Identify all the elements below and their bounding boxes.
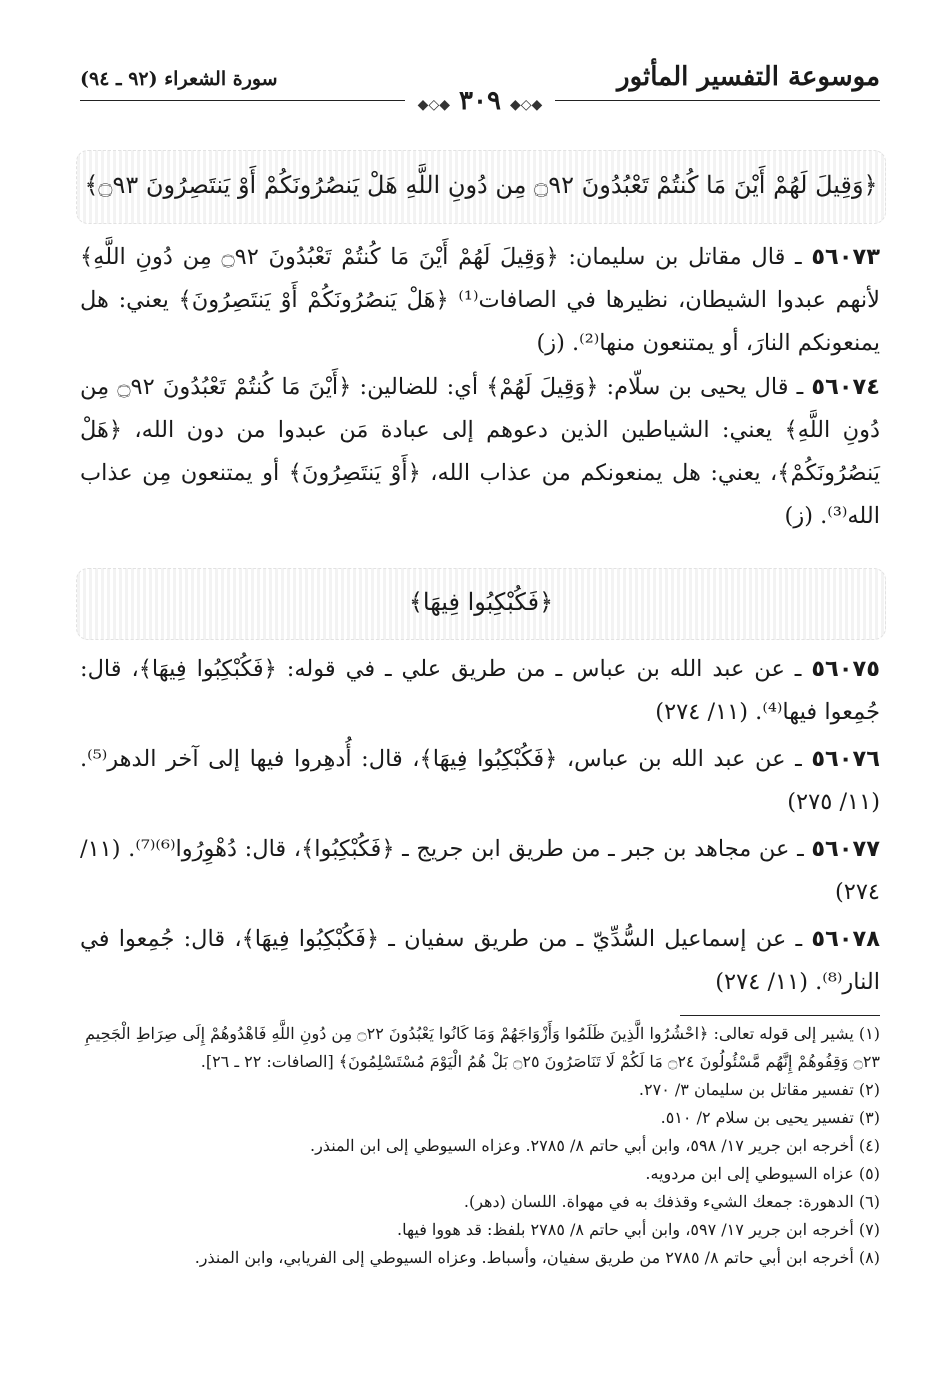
entry-56073 — [80, 236, 880, 366]
ayah-text: ﴿وَقِيلَ لَهُمْ أَيْنَ مَا كُنتُمْ تَعْبُدُونَ ۝٩٢ مِن دُونِ اللَّهِ هَلْ يَنصُرُونَكُمْ أَوْ يَنتَصِرُونَ ۝٩٣﴾ — [84, 171, 878, 199]
footnote: (٤) أخرجه ابن جرير ١٧/ ٥٩٨، وابن أبي حاتم ٨/ ٢٧٨٥. وعزاه السيوطي إلى ابن المنذر. — [309, 1136, 880, 1155]
entry-text: ـ عن مجاهد بن جبر ـ من طريق ابن جريج ـ ﴿فَكُبْكِبُوا﴾، قال: دُهْوِرُوا⁽⁶⁾⁽⁷⁾. (١١/ ٢٧٤) — [80, 836, 880, 905]
surah-reference: سورة الشعراء (٩٢ ـ ٩٤) — [80, 68, 278, 90]
footnotes — [80, 1020, 880, 1272]
footnote: (٦) الدهورة: جمعك الشيء وقذفك به في مهواة. اللسان (دهر). — [463, 1192, 880, 1211]
ornament-icon: ◆◇◆ — [510, 97, 543, 113]
entry-56074 — [80, 366, 880, 546]
footnote: (١) يشير إلى قوله تعالى: ﴿احْشُرُوا الَّذِينَ ظَلَمُوا وَأَزْوَاجَهُمْ وَمَا كَانُوا يَعْبُدُونَ ۝٢٢ مِن دُونِ اللَّهِ فَاهْدُوهُمْ إِلَى صِرَاطِ الْجَحِيمِ ۝٢٣ وَقِفُوهُمْ إِنَّهُم مَّسْئُولُونَ ۝٢٤ مَا لَكُمْ لَا تَنَاصَرُونَ ۝٢٥ بَلْ هُمُ الْيَوْمَ مُسْتَسْلِمُونَ﴾ [الصافات: ٢٢ ـ ٢٦]. — [85, 1024, 880, 1071]
entry-text: ـ قال يحيى بن سلّام: ﴿وَقِيلَ لَهُمْ﴾ أي: للضالين: ﴿أَيْنَ مَا كُنتُمْ تَعْبُدُونَ ۝٩٢ مِن دُونِ اللَّهِ﴾ يعني: الشياطين الذين دعوهم إلى عبادة مَن عبدوا من دون الله، ﴿هَلْ يَنصُرُونَكُمْ﴾، يعني: هل يمنعونكم من عذاب الله، ﴿أَوْ يَنتَصِرُونَ﴾ أو يمتنعون مِن عذاب الله⁽³⁾. (ز) — [80, 374, 880, 529]
entry-text: ـ عن إسماعيل السُّدِّيّ ـ من طريق سفيان ـ ﴿فَكُبْكِبُوا فِيهَا﴾، قال: جُمِعوا في النار⁽⁸⁾. (١١/ ٢٧٤) — [80, 926, 880, 995]
footnote: (٨) أخرجه ابن أبي حاتم ٨/ ٢٧٨٥ من طريق سفيان، وأسباط. وعزاه السيوطي إلى الفريابي، وابن المنذر. — [194, 1248, 880, 1267]
entry-56076 — [80, 738, 880, 824]
ayah-banner — [76, 568, 886, 640]
page-number: ٣٠٩ — [459, 86, 501, 116]
entry-56078 — [80, 918, 880, 1004]
entry-number: ٥٦٠٧٥ — [811, 656, 880, 682]
footnote: (٣) تفسير يحيى بن سلام ٢/ ٥١٠. — [660, 1108, 880, 1127]
footnote: (٢) تفسير مقاتل بن سليمان ٣/ ٢٧٠. — [638, 1080, 880, 1099]
footnote-rule — [680, 1015, 880, 1016]
ornament-icon: ◆◇◆ — [417, 97, 450, 113]
ayah-text: ﴿فَكُبْكِبُوا فِيهَا﴾ — [408, 588, 554, 616]
entry-text: ـ قال مقاتل بن سليمان: ﴿وَقِيلَ لَهُمْ أَيْنَ مَا كُنتُمْ تَعْبُدُونَ ۝٩٢ مِن دُونِ اللَّهِ﴾ لأنهم عبدوا الشيطان، نظيرها في الصافات⁽¹⁾ ﴿هَلْ يَنصُرُونَكُمْ أَوْ يَنتَصِرُونَ﴾ يعني: هل يمنعونكم النارَ، أو يمتنعون منها⁽²⁾. (ز) — [80, 244, 881, 356]
entry-number: ٥٦٠٧٤ — [811, 374, 881, 400]
entry-56077 — [80, 828, 880, 914]
entry-number: ٥٦٠٧٧ — [811, 836, 880, 862]
footnote: (٧) أخرجه ابن جرير ١٧/ ٥٩٧، وابن أبي حاتم ٨/ ٢٧٨٥ بلفظ: قد هووا فيها. — [397, 1220, 880, 1239]
footnote: (٥) عزاه السيوطي إلى ابن مردويه. — [645, 1164, 880, 1183]
entry-number: ٥٦٠٧٨ — [811, 926, 881, 952]
book-title: موسوعة التفسير المأثور — [617, 62, 880, 92]
page-number-block — [405, 86, 555, 116]
entry-number: ٥٦٠٧٦ — [811, 746, 880, 772]
entry-text: ـ عن عبد الله بن عباس ـ من طريق علي ـ في قوله: ﴿فَكُبْكِبُوا فِيهَا﴾، قال: جُمِعوا فيها⁽⁴⁾. (١١/ ٢٧٤) — [80, 656, 880, 725]
ayah-banner — [76, 150, 886, 224]
entry-number: ٥٦٠٧٣ — [811, 244, 880, 270]
entry-text: ـ عن عبد الله بن عباس، ﴿فَكُبْكِبُوا فِيهَا﴾، قال: أُدهِروا فيها إلى آخر الدهر⁽⁵⁾. (١١/ ٢٧٥) — [80, 746, 880, 815]
entry-56075 — [80, 648, 880, 734]
